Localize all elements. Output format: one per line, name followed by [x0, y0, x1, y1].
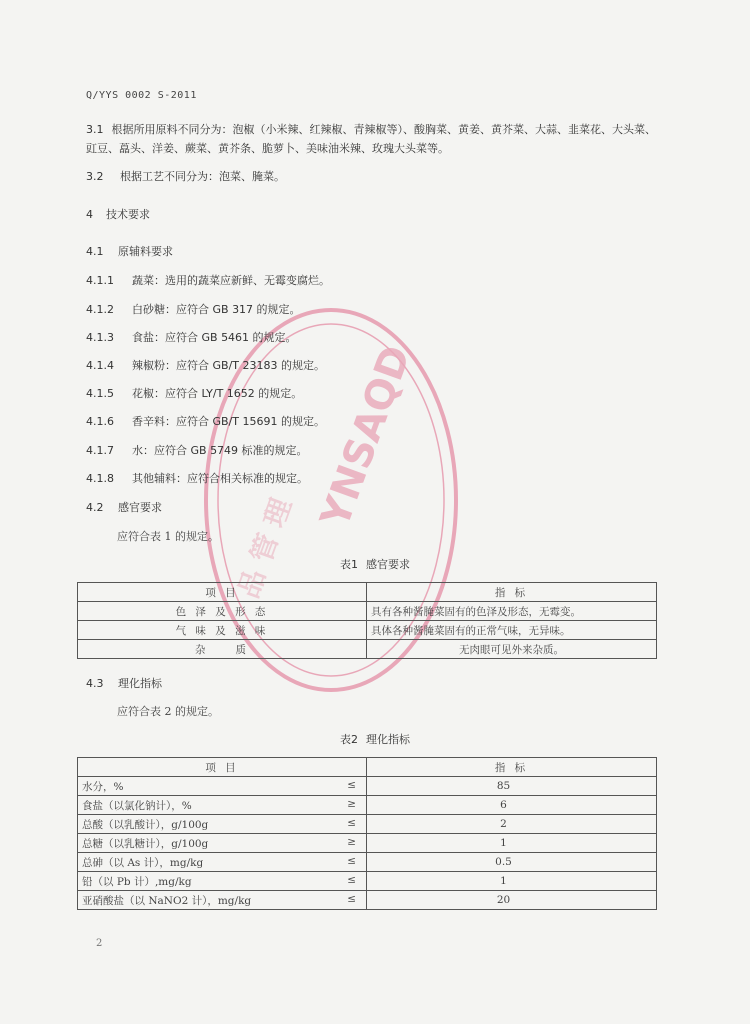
table-cell: 亚硝酸盐（以 NaNO2 计），mg/kg ≤: [78, 891, 367, 910]
table-header-row: [78, 583, 657, 602]
svg-text:品 管 理: 品 管 理: [231, 493, 298, 603]
table-cell: 具体各种酱腌菜固有的正常气味，无异味。: [367, 621, 657, 640]
table-cell: 具有各种酱腌菜固有的色泽及形态，无霉变。: [367, 602, 657, 621]
table-row: [78, 872, 657, 891]
physicochemical-indicators-table: [77, 757, 657, 910]
table-header-cell: 项 目: [78, 583, 367, 602]
item-4-1-7: 4.1.7 水：应符合 GB 5749 标准的规定。: [86, 444, 308, 457]
table-cell: 总糖（以乳糖计），g/100g ≥: [78, 834, 367, 853]
table-cell: 2: [367, 815, 657, 834]
table-header-cell: 项 目: [78, 758, 367, 777]
table-cell: 6: [367, 796, 657, 815]
table-cell: 气 味 及 滋 味: [78, 621, 367, 640]
item-4-1-6: 4.1.6 香辛料：应符合 GB/T 15691 的规定。: [86, 415, 325, 428]
item-4-1-1: 4.1.1 蔬菜：选用的蔬菜应新鲜、无霉变腐烂。: [86, 274, 330, 287]
svg-text:YNSAQD: YNSAQD: [312, 339, 421, 534]
table-cell: 水分，% ≤: [78, 777, 367, 796]
item-4-1-3: 4.1.3 食盐：应符合 GB 5461 的规定。: [86, 331, 297, 344]
item-4-1-2: 4.1.2 白砂糖：应符合 GB 317 的规定。: [86, 303, 301, 316]
section-3-1: 3.1 根据所用原料不同分为：泡椒（小米辣、红辣椒、青辣椒等）、酸胸菜、黄姜、黄芥菜、大蒜、韭菜花、大头菜、豇豆、藠头、洋姜、蕨菜、黄芥条、脆萝卜、美味油米辣、玫瑰大头菜等。: [86, 123, 656, 155]
table-cell: 总砷（以 As 计），mg/kg ≤: [78, 853, 367, 872]
table-cell: 无肉眼可见外来杂质。: [367, 640, 657, 659]
document-code: Q/YYS 0002 S-2011: [86, 90, 197, 101]
table-cell: 食盐（以氯化钠计），% ≥: [78, 796, 367, 815]
table-row: [78, 602, 657, 621]
item-4-1-8: 4.1.8 其他辅料：应符合相关标准的规定。: [86, 472, 308, 485]
table-row: [78, 777, 657, 796]
table-row: [78, 815, 657, 834]
table-header-cell: 指 标: [367, 758, 657, 777]
section-4-heading: 4 技术要求: [86, 208, 150, 221]
section-3-2: 3.2 根据工艺不同分为：泡菜、腌菜。: [86, 170, 285, 183]
section-4-1-heading: 4.1 原辅料要求: [86, 245, 173, 258]
operator: ≤: [347, 855, 356, 867]
table-row: [78, 834, 657, 853]
table2-caption: 表2 理化指标: [340, 733, 410, 746]
table-row: [78, 640, 657, 659]
section-4-3-heading: 4.3 理化指标: [86, 677, 162, 690]
section-4-3-note: 应符合表 2 的规定。: [117, 705, 219, 718]
item-4-1-5: 4.1.5 花椒：应符合 LY/T 1652 的规定。: [86, 387, 303, 400]
table-cell: 1: [367, 872, 657, 891]
operator: ≤: [347, 893, 356, 905]
table-cell: 铅（以 Pb 计）,mg/kg ≤: [78, 872, 367, 891]
operator: ≥: [347, 798, 356, 810]
operator: ≤: [347, 779, 356, 791]
table-cell: 色 泽 及 形 态: [78, 602, 367, 621]
sensory-requirements-table: [77, 582, 657, 659]
table-row: [78, 891, 657, 910]
table-cell: 85: [367, 777, 657, 796]
table1-caption: 表1 感官要求: [340, 558, 410, 571]
table-header-row: [78, 758, 657, 777]
section-4-2-note: 应符合表 1 的规定。: [117, 530, 219, 543]
table-header-cell: 指 标: [367, 583, 657, 602]
table-cell: 总酸（以乳酸计），g/100g ≤: [78, 815, 367, 834]
table-cell: 1: [367, 834, 657, 853]
page-number: 2: [96, 938, 103, 949]
operator: ≤: [347, 874, 356, 886]
table-cell: 杂 质: [78, 640, 367, 659]
section-4-2-heading: 4.2 感官要求: [86, 501, 162, 514]
item-4-1-4: 4.1.4 辣椒粉：应符合 GB/T 23183 的规定。: [86, 359, 325, 372]
table-cell: 0.5: [367, 853, 657, 872]
operator: ≥: [347, 836, 356, 848]
table-row: [78, 853, 657, 872]
table-row: [78, 796, 657, 815]
table-row: [78, 621, 657, 640]
operator: ≤: [347, 817, 356, 829]
table-cell: 20: [367, 891, 657, 910]
